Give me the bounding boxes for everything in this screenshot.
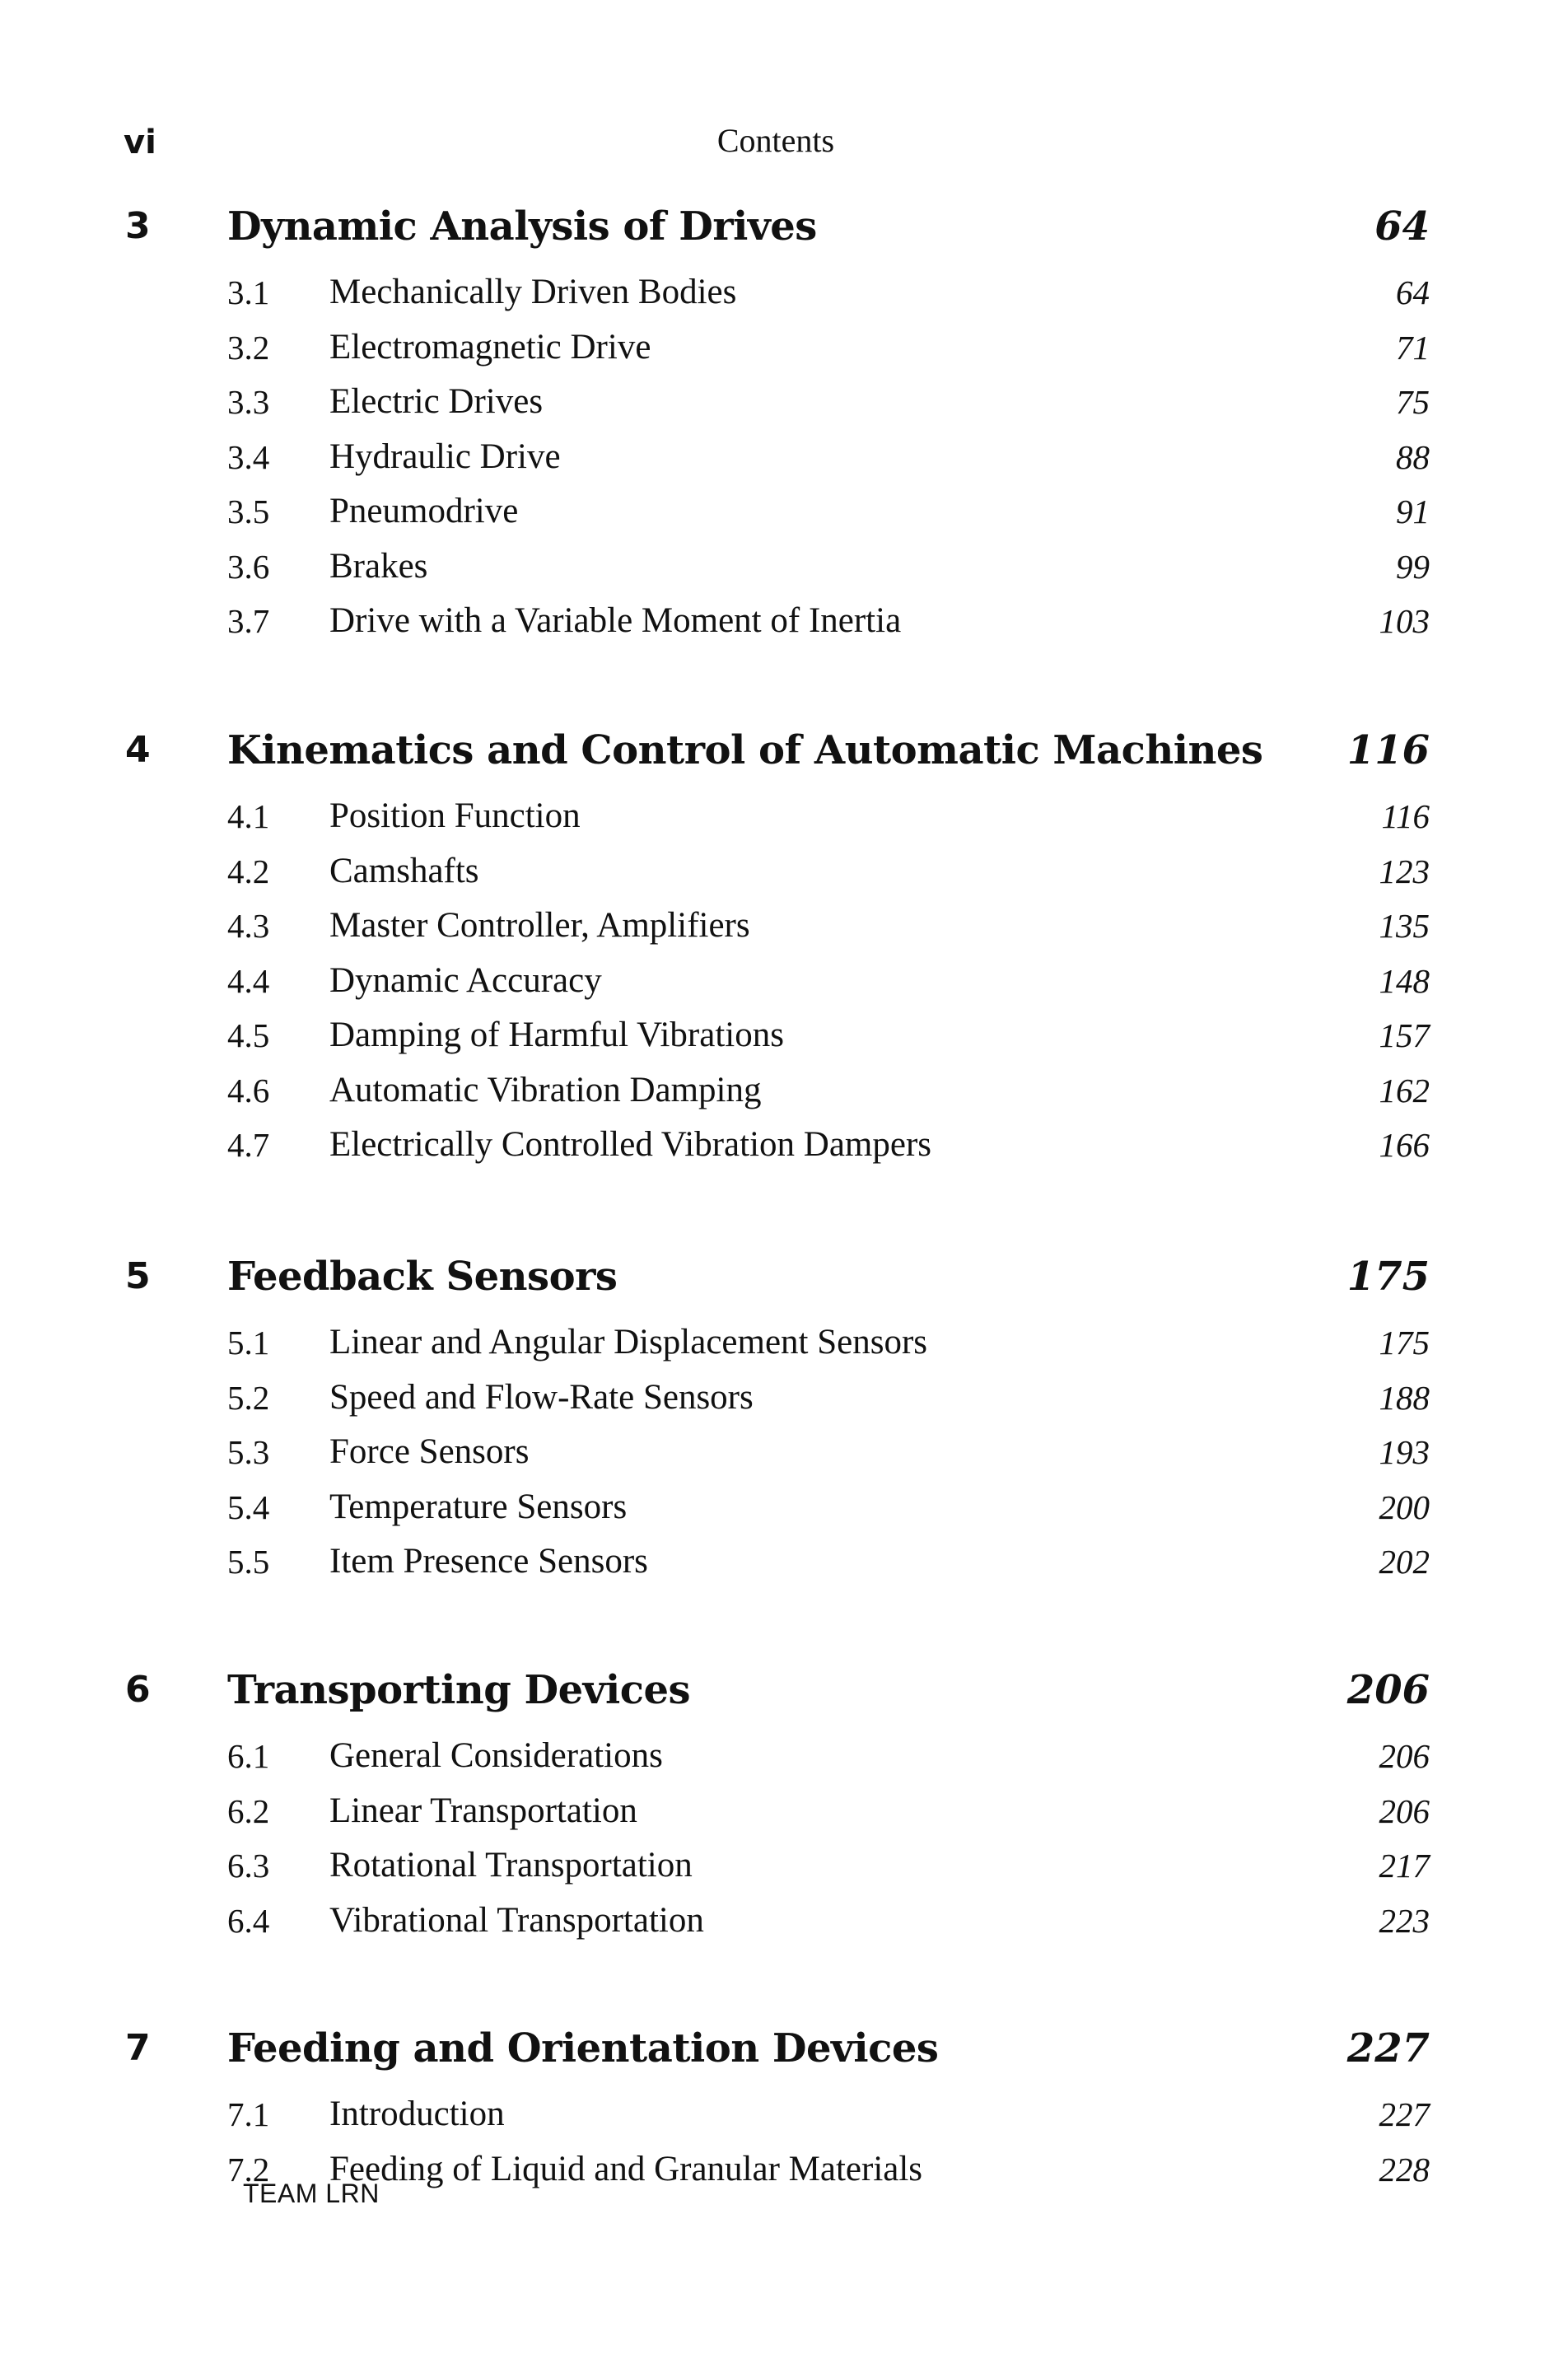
chapter-3[interactable] (0, 199, 1568, 649)
chapter-title: Kinematics and Control of Automatic Machines (227, 727, 1263, 773)
chapter-page: 227 (1346, 2025, 1430, 2071)
section-page: 157 (1379, 1016, 1430, 1054)
section-title: Force Sensors (329, 1432, 530, 1471)
section-page: 217 (1379, 1847, 1430, 1885)
section-number: 6.2 (227, 1791, 270, 1830)
section-title: Rotational Transportation (329, 1846, 693, 1885)
section-title: Damping of Harmful Vibrations (329, 1016, 784, 1054)
section-page: 202 (1379, 1543, 1430, 1581)
section-entry[interactable] (0, 954, 1568, 1009)
section-entry[interactable] (0, 844, 1568, 899)
section-page: 64 (1396, 273, 1430, 311)
section-number: 3.7 (227, 602, 270, 640)
section-entry[interactable] (0, 265, 1568, 320)
section-number: 5.5 (227, 1543, 270, 1581)
section-page: 193 (1379, 1433, 1430, 1471)
section-page: 162 (1379, 1071, 1430, 1109)
section-page: 166 (1379, 1126, 1430, 1164)
running-title: Contents (716, 122, 835, 159)
section-title: Drive with a Variable Moment of Inertia (329, 601, 902, 640)
section-number: 6.3 (227, 1847, 270, 1885)
section-number: 3.1 (227, 273, 270, 311)
section-page: 228 (1379, 2150, 1430, 2188)
section-page: 75 (1396, 383, 1430, 421)
section-page: 103 (1379, 602, 1430, 640)
section-page: 91 (1396, 493, 1430, 530)
section-number: 3.5 (227, 493, 270, 530)
section-title: General Considerations (329, 1736, 663, 1775)
page-number: vi (124, 124, 156, 161)
section-entry[interactable] (0, 375, 1568, 430)
chapter-5[interactable] (0, 1249, 1568, 1590)
chapter-number: 3 (125, 205, 151, 247)
chapter-heading[interactable] (0, 2021, 1568, 2087)
section-entry[interactable] (0, 1315, 1568, 1371)
chapter-number: 4 (125, 729, 151, 771)
chapter-heading[interactable] (0, 199, 1568, 265)
section-entry[interactable] (0, 539, 1568, 595)
section-page: 223 (1379, 1901, 1430, 1940)
section-entry[interactable] (0, 2087, 1568, 2142)
section-number: 4.7 (227, 1126, 270, 1164)
chapter-page: 175 (1346, 1254, 1430, 1300)
chapter-number: 7 (125, 2027, 151, 2069)
section-title: Vibrational Transportation (329, 1900, 704, 1940)
section-entry[interactable] (0, 1480, 1568, 1535)
section-number: 4.5 (227, 1016, 270, 1054)
section-number: 3.3 (227, 383, 270, 421)
section-number: 4.1 (227, 797, 270, 835)
section-page: 206 (1379, 1791, 1430, 1830)
chapter-4[interactable] (0, 723, 1568, 1173)
section-number: 3.4 (227, 437, 270, 476)
section-title: Electric Drives (329, 382, 544, 421)
section-entry[interactable] (0, 320, 1568, 376)
section-page: 135 (1379, 907, 1430, 945)
section-page: 175 (1379, 1324, 1430, 1361)
section-entry[interactable] (0, 1838, 1568, 1894)
chapter-heading[interactable] (0, 1249, 1568, 1315)
chapter-title: Feeding and Orientation Devices (227, 2025, 939, 2071)
section-title: Speed and Flow-Rate Sensors (329, 1377, 754, 1417)
section-number: 6.4 (227, 1901, 270, 1940)
section-title: Electromagnetic Drive (329, 327, 651, 367)
chapter-heading[interactable] (0, 723, 1568, 789)
chapter-title: Feedback Sensors (227, 1254, 618, 1300)
chapter-title: Dynamic Analysis of Drives (227, 203, 817, 250)
section-page: 227 (1379, 2095, 1430, 2133)
footer-stamp: TEAM LRN (243, 2179, 380, 2208)
section-title: Electrically Controlled Vibration Dampers (329, 1125, 931, 1164)
section-number: 7.1 (227, 2095, 270, 2133)
section-entry[interactable] (0, 1371, 1568, 1426)
section-entry[interactable] (0, 1534, 1568, 1590)
section-entry[interactable] (0, 1729, 1568, 1784)
chapter-number: 5 (125, 1255, 151, 1297)
section-entry[interactable] (0, 430, 1568, 485)
section-page: 99 (1396, 547, 1430, 586)
section-page: 116 (1381, 797, 1430, 835)
section-title: Item Presence Sensors (329, 1542, 648, 1581)
section-page: 88 (1396, 437, 1430, 476)
chapter-6[interactable] (0, 1663, 1568, 1948)
section-page: 71 (1396, 328, 1430, 367)
section-page: 123 (1379, 852, 1430, 890)
section-page: 188 (1379, 1378, 1430, 1417)
section-title: Brakes (329, 546, 428, 586)
section-entry[interactable] (0, 789, 1568, 844)
section-entry[interactable] (0, 899, 1568, 954)
section-title: Linear and Angular Displacement Sensors (329, 1323, 928, 1361)
chapter-title: Transporting Devices (227, 1667, 691, 1713)
section-page: 200 (1379, 1488, 1430, 1526)
section-entry[interactable] (0, 1894, 1568, 1949)
section-number: 3.6 (227, 547, 270, 586)
chapter-7[interactable] (0, 2021, 1568, 2197)
section-title: Temperature Sensors (329, 1487, 628, 1526)
chapter-page: 206 (1346, 1667, 1430, 1713)
section-title: Automatic Vibration Damping (329, 1070, 762, 1109)
section-number: 4.2 (227, 852, 270, 890)
section-number: 3.2 (227, 328, 270, 367)
section-title: Hydraulic Drive (329, 437, 561, 476)
section-title: Feeding of Liquid and Granular Materials (329, 2149, 923, 2188)
section-number: 4.4 (227, 961, 270, 1000)
section-entry[interactable] (0, 594, 1568, 649)
chapter-page: 64 (1374, 203, 1430, 250)
section-number: 5.4 (227, 1488, 270, 1526)
section-entry[interactable] (0, 1008, 1568, 1063)
section-title: Introduction (329, 2095, 505, 2133)
section-number: 4.6 (227, 1071, 270, 1109)
chapter-heading[interactable] (0, 1663, 1568, 1729)
section-number: 5.2 (227, 1378, 270, 1417)
section-number: 6.1 (227, 1737, 270, 1775)
section-title: Position Function (329, 796, 581, 835)
section-page: 206 (1379, 1737, 1430, 1775)
section-number: 4.3 (227, 907, 270, 945)
section-title: Dynamic Accuracy (329, 960, 602, 1000)
chapter-page: 116 (1346, 727, 1430, 773)
section-title: Linear Transportation (329, 1791, 637, 1830)
section-title: Camshafts (329, 851, 479, 890)
section-number: 7.2 (227, 2150, 270, 2188)
section-entry[interactable] (0, 484, 1568, 539)
section-page: 148 (1379, 961, 1430, 1000)
section-entry[interactable] (0, 1425, 1568, 1480)
section-title: Master Controller, Amplifiers (329, 906, 750, 945)
section-number: 5.1 (227, 1324, 270, 1361)
section-entry[interactable] (0, 1063, 1568, 1119)
section-entry[interactable] (0, 1784, 1568, 1839)
section-number: 5.3 (227, 1433, 270, 1471)
section-title: Mechanically Driven Bodies (329, 273, 737, 311)
section-entry[interactable] (0, 1118, 1568, 1173)
section-title: Pneumodrive (329, 492, 519, 530)
section-entry[interactable] (0, 2142, 1568, 2198)
chapter-number: 6 (125, 1669, 151, 1711)
